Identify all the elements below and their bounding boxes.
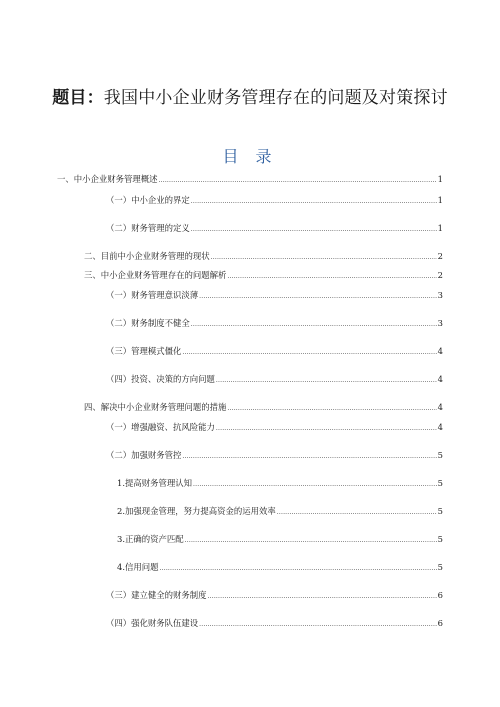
- toc-page-number: 1: [437, 195, 443, 205]
- dot-leader: [191, 196, 437, 208]
- toc-entry[interactable]: [106, 194, 443, 208]
- toc-entry-text: 四、解决中小企业财务管理问题的措施: [84, 402, 227, 412]
- toc-entry[interactable]: [117, 505, 443, 519]
- toc-page-number: 5: [437, 450, 443, 460]
- toc-page-number: 5: [437, 478, 443, 488]
- toc-page-number: 5: [437, 562, 443, 572]
- toc-entry-text: 3.正确的资产匹配: [117, 534, 184, 544]
- toc-page-number: 4: [437, 422, 443, 432]
- toc-entry[interactable]: [106, 421, 443, 435]
- toc-entry[interactable]: [84, 250, 443, 264]
- toc-entry-text: （一）增强融资、抗风险能力: [106, 422, 215, 432]
- toc-entry[interactable]: [106, 449, 443, 463]
- toc-entry-text: 三、中小企业财务管理存在的问题解析: [84, 270, 227, 280]
- toc-entry-text: 4.信用问题: [117, 562, 159, 572]
- dot-leader: [160, 563, 437, 575]
- dot-leader: [216, 423, 437, 435]
- toc-page-number: 1: [437, 223, 443, 233]
- toc-page-number: 4: [437, 374, 443, 384]
- toc-entry[interactable]: [106, 222, 443, 236]
- dot-leader: [182, 347, 436, 359]
- toc-entry[interactable]: [57, 173, 443, 187]
- toc-page-number: 3: [437, 290, 443, 300]
- toc-entry-text: 一、中小企业财务管理概述: [57, 174, 158, 184]
- toc-entry[interactable]: [106, 317, 443, 331]
- toc-entry[interactable]: [84, 401, 443, 415]
- dot-leader: [182, 451, 436, 463]
- title-text: 我国中小企业财务管理存在的问题及对策探讨: [103, 88, 448, 108]
- toc-page-number: 4: [437, 346, 443, 356]
- toc-entry[interactable]: [117, 477, 443, 491]
- toc-entry-text: 2.加强现金管理，努力提高资金的运用效率: [117, 506, 276, 516]
- dot-leader: [208, 591, 437, 603]
- toc-page-number: 6: [437, 618, 443, 628]
- toc-entry-text: （二）财务制度不健全: [106, 318, 190, 328]
- toc-entry[interactable]: [106, 617, 443, 631]
- toc-entry[interactable]: [106, 345, 443, 359]
- toc-page-number: 2: [437, 270, 443, 280]
- toc-entry-text: （四）投资、决策的方向问题: [106, 374, 215, 384]
- toc-entry-text: （一）财务管理意识淡薄: [106, 290, 199, 300]
- dot-leader: [227, 271, 436, 283]
- dot-leader: [199, 291, 437, 303]
- toc-entry[interactable]: [106, 373, 443, 387]
- toc-entry-text: （三）管理模式僵化: [106, 346, 182, 356]
- toc-entry-text: （一）中小企业的界定: [106, 195, 190, 205]
- toc-entry-text: （三）建立健全的财务制度: [106, 590, 207, 600]
- dot-leader: [191, 319, 437, 331]
- dot-leader: [227, 403, 436, 415]
- toc-entry[interactable]: [84, 269, 443, 283]
- toc-heading: 目 录: [222, 147, 278, 166]
- toc-entry[interactable]: [106, 289, 443, 303]
- toc-entry[interactable]: [117, 533, 443, 547]
- dot-leader: [199, 619, 437, 631]
- toc-entry-text: 1.提高财务管理认知: [117, 478, 192, 488]
- toc-page-number: 5: [437, 534, 443, 544]
- toc-entry-text: （二）财务管理的定义: [106, 223, 190, 233]
- toc-entry-text: 二、目前中小企业财务管理的现状: [84, 251, 210, 261]
- dot-leader: [159, 175, 437, 187]
- toc-entry[interactable]: [106, 589, 443, 603]
- dot-leader: [185, 535, 437, 547]
- toc-page-number: 3: [437, 318, 443, 328]
- toc-page-number: 5: [437, 506, 443, 516]
- toc-page-number: 1: [437, 174, 443, 184]
- title-prefix: 题目：: [52, 88, 104, 108]
- toc-page-number: 4: [437, 402, 443, 412]
- toc-page-number: 2: [437, 251, 443, 261]
- dot-leader: [211, 252, 437, 264]
- dot-leader: [193, 479, 437, 491]
- dot-leader: [191, 224, 437, 236]
- dot-leader: [277, 507, 437, 519]
- toc-page-number: 6: [437, 590, 443, 600]
- toc-entry-text: （四）强化财务队伍建设: [106, 618, 199, 628]
- dot-leader: [216, 375, 437, 387]
- toc-entry[interactable]: [117, 561, 443, 575]
- toc-entry-text: （二）加强财务管控: [106, 450, 182, 460]
